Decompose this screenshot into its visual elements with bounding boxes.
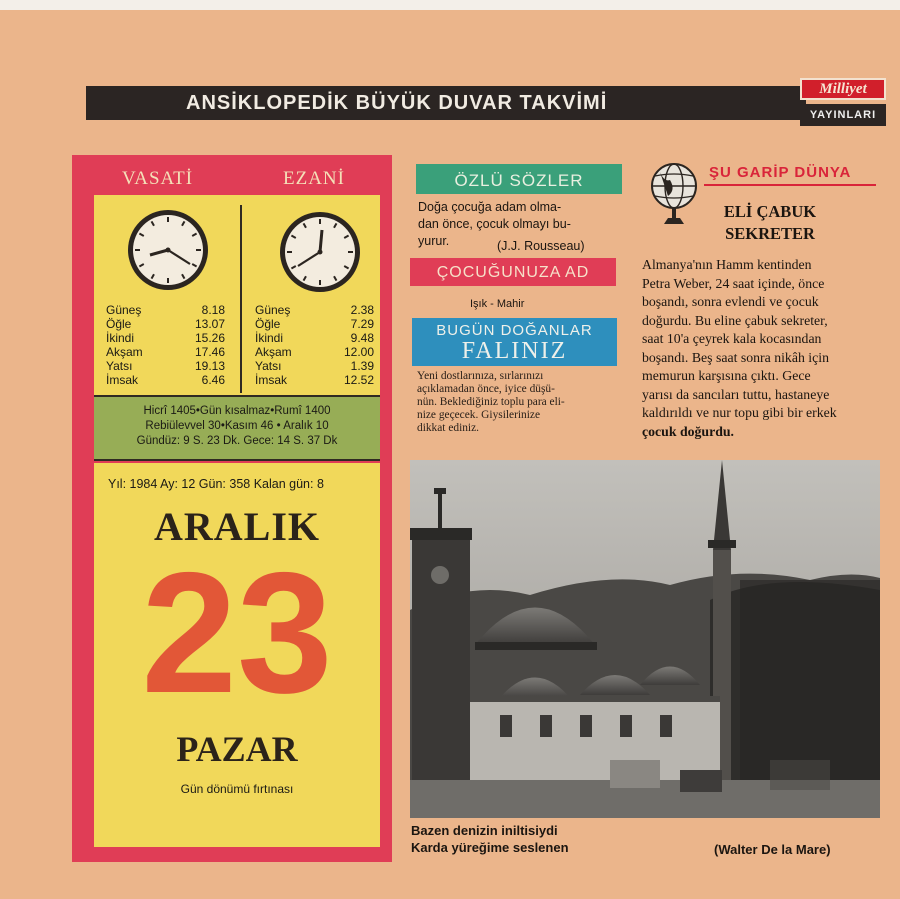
page-title: ANSİKLOPEDİK BÜYÜK DUVAR TAKVİMİ xyxy=(186,92,608,114)
su-garip-dunya-heading: ŞU GARİP DÜNYA xyxy=(709,164,852,181)
weekday-name: PAZAR xyxy=(176,729,298,769)
milliyet-logo: Milliyet xyxy=(800,78,886,100)
cocugunuza-ad-heading: ÇOCUĞUNUZA AD xyxy=(410,258,616,286)
story-line: Almanya'nın Hamm kentinden xyxy=(642,257,812,272)
day-number: 23 xyxy=(141,537,333,729)
story-line: saat 10'a çeyrek kala kocasından xyxy=(642,331,822,346)
story-line: memurun karşısına çıktı. Gece xyxy=(642,368,811,383)
story-title-line: SEKRETER xyxy=(725,224,815,243)
day-length-line: Gündüz: 9 S. 23 Dk. Gece: 14 S. 37 Dk xyxy=(136,435,338,447)
quote-line: Doğa çocuğa adam olma- xyxy=(418,200,562,214)
rebiulevvel-line: Rebiülevvel 30•Kasım 46 • Aralık 10 xyxy=(145,420,329,432)
paper-edge xyxy=(0,0,900,10)
story-line: kaldırıldı ve nur topu gibi bir erkek xyxy=(642,405,837,420)
quote-line: yurur. xyxy=(418,234,450,248)
suggested-names: Işık - Mahir xyxy=(470,298,525,310)
month-name: ARALIK xyxy=(153,504,321,549)
day-note: Gün dönümü fırtınası xyxy=(180,782,294,796)
calendar-info-band xyxy=(94,395,380,461)
vasati-heading: VASATİ xyxy=(122,168,194,189)
ezani-clock-icon xyxy=(278,210,362,294)
bugun-doganlar-heading xyxy=(412,318,617,366)
story-line: çocuk doğurdu. xyxy=(642,423,735,439)
ezani-heading: EZANİ xyxy=(283,168,345,189)
horoscope-line: açıklamadan önce, iyice düşü- xyxy=(417,383,555,395)
heading-underline xyxy=(704,184,876,186)
ozlu-sozler-heading: ÖZLÜ SÖZLER xyxy=(416,164,622,194)
story-text xyxy=(642,256,885,441)
column-divider xyxy=(240,205,242,393)
story-line: boşandı, sonra evlendi ve çocuk xyxy=(642,294,819,309)
publisher-brand xyxy=(800,78,886,128)
story-title xyxy=(680,201,860,245)
bugun-doganlar-label: BUGÜN DOĞANLAR xyxy=(436,322,593,339)
publisher-label: YAYINLARI xyxy=(800,104,886,126)
hijri-line: Hicrî 1405•Gün kısalmaz•Rumî 1400 xyxy=(143,405,331,417)
poem-line: Bazen denizin iniltisiydi xyxy=(411,823,558,838)
faliniz-label: FALINIZ xyxy=(461,338,568,364)
horoscope-line: nün. Beklediğiniz toplu para eli- xyxy=(417,396,565,408)
story-line: Petra Weber, 24 saat içinde, önce xyxy=(642,275,825,291)
calendar-page: ANSİKLOPEDİK BÜYÜK DUVAR TAKVİMİ Milliyet YAYINLARI VASATİ EZANİ Güneş 8.18 Öğle 13.07 İkindi 15.26 Akşam 17.46 Yatsı 19.13 İmsak 6.46 Güneş 2.38 Öğle 7.29 İkindi 9.48 Akşam 12.00 Yatsı 1.39 İmsak 12.52 Hicrî 1405•Gün kısalmaz•Rumî 1400 Rebiülevvel 30•Kasım 46 • Aralık 10 Gündüz: 9 S. 23 Dk. Gece: 14 S. 37 Dk Yıl: 1984 Ay: 12 Gün: 358 Kalan gün: 8 ARALIK 23 PAZAR Gün dönümü fırtınası ÖZLÜ SÖZLER Doğa çocuğa adam olma- dan önce, çocuk olmayı bu- yurur. (J.J. Rousseau) ÇOCUĞUNUZA AD Işık - Mahir BUGÜN DOĞANLAR FALINIZ Yeni dostlarınıza, sırlarınızı açıklamadan önce, iyice düşü- nün. Beklediğiniz toplu para eli- nize geçecek. Giysilerinize dikkat ediniz. ŞU GARİP DÜNYA ELİ ÇABUK SEKRETER Almanya'nın Hamm kentinden Petra Weber, 24 saat içinde, önce boşandı, sonra evlendi ve çocuk doğurdu. Bu eline çabuk sekreter, saat 10'a çeyrek kala kocasından boşandı. Beş saat sonra nikâh için memurun karşısına çıktı. Gece yarısı da sancıları tuttu, hastaneye kaldırıldı ve nur topu gibi bir erkek çocuk doğurdu. Bazen denizin iniltisiydi Karda yüreğime seslenen (Walter De la Mare) xyxy=(0,0,900,899)
story-line: boşandı. Beş saat sonra nikâh için xyxy=(642,349,829,365)
vasati-clock-icon xyxy=(126,208,210,292)
quote-author: (J.J. Rousseau) xyxy=(497,239,585,253)
poem-author: (Walter De la Mare) xyxy=(714,842,831,857)
story-line: doğurdu. Bu eline çabuk sekreter, xyxy=(642,312,828,328)
horoscope-line: dikkat ediniz. xyxy=(417,422,479,434)
story-title-line: ELİ ÇABUK xyxy=(723,202,817,221)
year-line: Yıl: 1984 Ay: 12 Gün: 358 Kalan gün: 8 xyxy=(108,477,324,491)
horoscope-line: nize geçecek. Giysilerinize xyxy=(417,409,541,421)
header-bar xyxy=(86,86,806,120)
story-line: yarısı da sancıları tuttu, hastaneye xyxy=(642,386,830,402)
mosque-photo xyxy=(410,460,880,818)
horoscope-text xyxy=(417,370,613,435)
poem-text xyxy=(411,822,569,856)
poem-line: Karda yüreğime seslenen xyxy=(411,840,569,855)
quote-line: dan önce, çocuk olmayı bu- xyxy=(418,217,571,231)
horoscope-line: Yeni dostlarınıza, sırlarınızı xyxy=(417,370,544,382)
